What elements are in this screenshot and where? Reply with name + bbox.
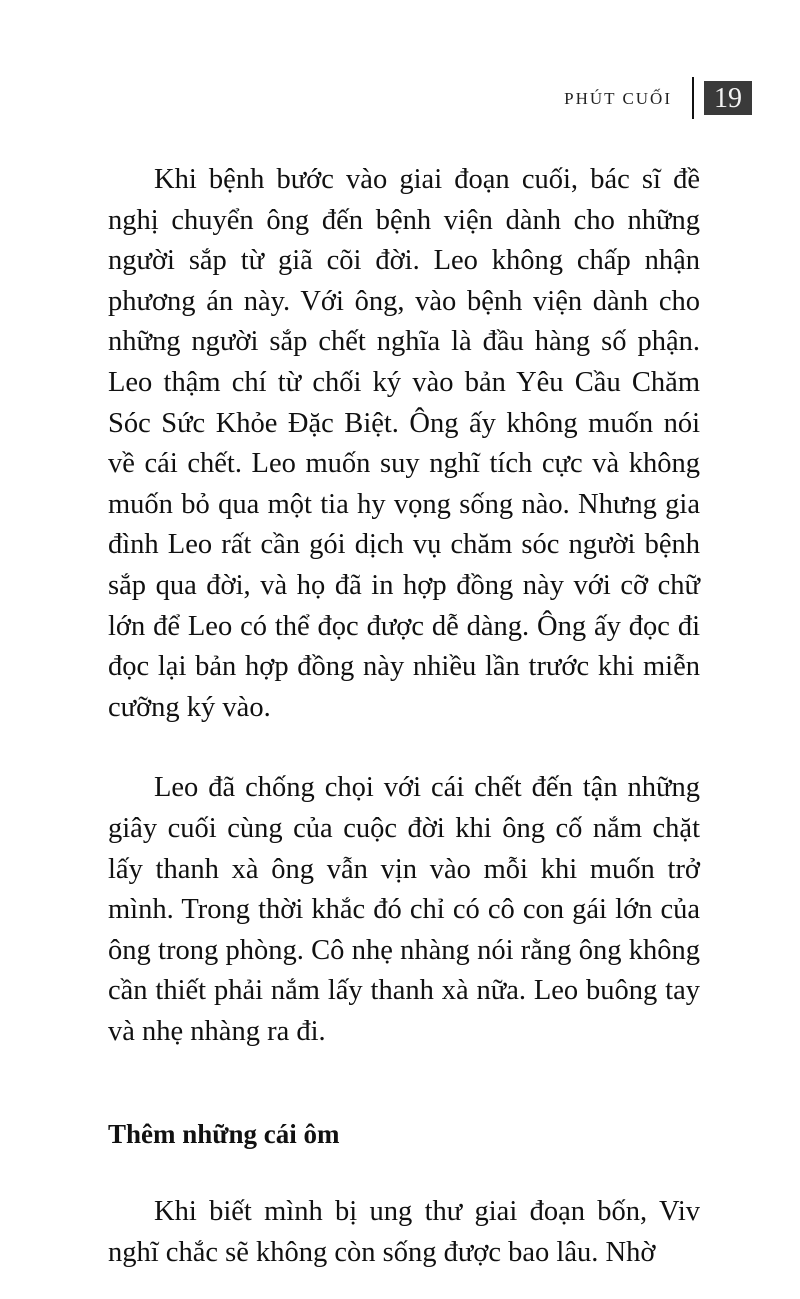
section-heading: Thêm những cái ôm <box>108 1119 340 1150</box>
page-body <box>108 160 700 1274</box>
paragraph-2: Leo đã chống chọi với cái chết đến tận những giây cuối cùng của cuộc đời khi ông cố nắm chặt lấy thanh xà ông vẫn vịn vào mỗi khi muốn trở mình. Trong thời khắc đó chỉ có cô con gái lớn của ông trong phòng. Cô nhẹ nhàng nói rằng ông không cần thiết phải nắm lấy thanh xà nữa. Leo buông tay và nhẹ nhàng ra đi. <box>108 772 700 1047</box>
page-number: 19 <box>704 81 752 115</box>
running-head: PHÚT CUỐI <box>564 89 672 108</box>
paragraph-1: Khi bệnh bước vào giai đoạn cuối, bác sĩ đề nghị chuyển ông đến bệnh viện dành cho những người sắp từ giã cõi đời. Leo không chấp nhận phương án này. Với ông, vào bệnh viện dành cho những người sắp chết nghĩa là đầu hàng số phận. Leo thậm chí từ chối ký vào bản Yêu Cầu Chăm Sóc Sức Khỏe Đặc Biệt. Ông ấy không muốn nói về cái chết. Leo muốn suy nghĩ tích cực và không muốn bỏ qua một tia hy vọng sống nào. Nhưng gia đình Leo rất cần gói dịch vụ chăm sóc người bệnh sắp qua đời, và họ đã in hợp đồng này với cỡ chữ lớn để Leo có thể đọc được dễ dàng. Ông ấy đọc đi đọc lại bản hợp đồng này nhiều lần trước khi miễn cưỡng ký vào. <box>108 164 700 723</box>
header-divider <box>692 77 694 119</box>
page-header <box>564 78 752 118</box>
paragraph-3: Khi biết mình bị ung thư giai đoạn bốn, Viv nghĩ chắc sẽ không còn sống được bao lâu. Nhờ <box>108 1196 700 1269</box>
